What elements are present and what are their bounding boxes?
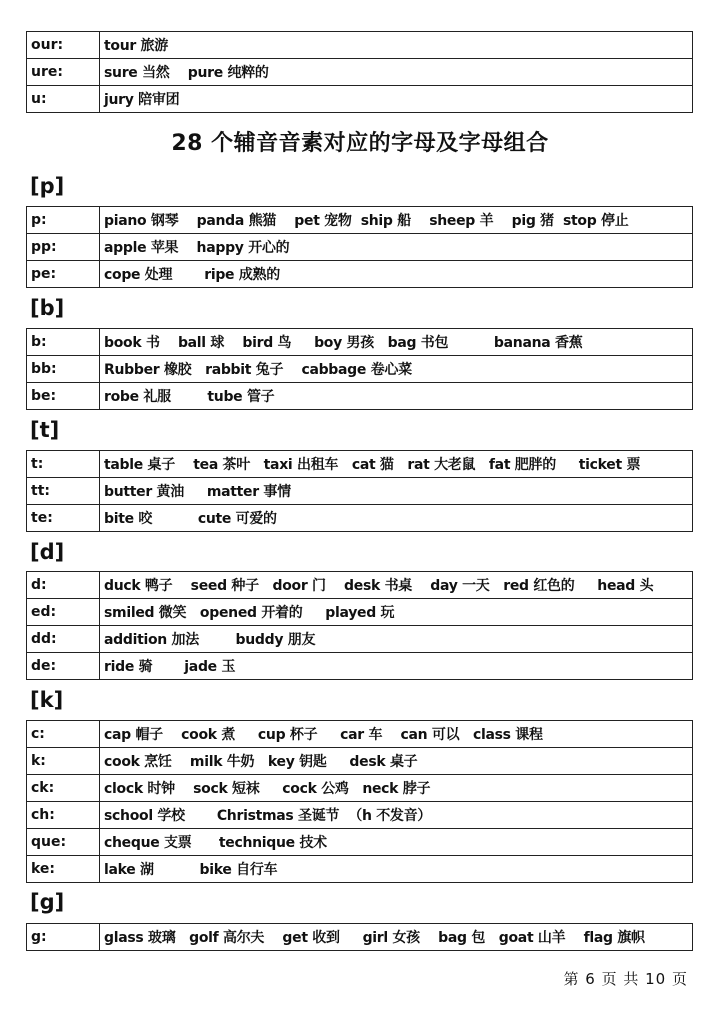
- table-g: [26, 923, 693, 951]
- example-cell: ride 骑 jade 玉: [100, 653, 693, 680]
- table-top: [26, 31, 693, 113]
- table-row: [27, 626, 693, 653]
- example-cell: butter 黄油 matter 事情: [100, 478, 693, 505]
- example-cell: lake 湖 bike 自行车: [100, 856, 693, 883]
- letter-cell: d:: [27, 572, 100, 599]
- letter-cell: p:: [27, 207, 100, 234]
- table-row: [27, 802, 693, 829]
- table-row: [27, 829, 693, 856]
- table-row: [27, 748, 693, 775]
- letter-cell: ch:: [27, 802, 100, 829]
- letter-cell: bb:: [27, 356, 100, 383]
- letter-cell: be:: [27, 383, 100, 410]
- letter-cell: ure:: [27, 59, 100, 86]
- table-t: [26, 450, 693, 532]
- letter-cell: ck:: [27, 775, 100, 802]
- table-row: [27, 924, 693, 951]
- example-cell: cheque 支票 technique 技术: [100, 829, 693, 856]
- letter-cell: b:: [27, 329, 100, 356]
- page-number: 第 6 页 共 10 页: [563, 970, 688, 988]
- example-cell: apple 苹果 happy 开心的: [100, 234, 693, 261]
- table-row: [27, 207, 693, 234]
- table-k: [26, 720, 693, 883]
- table-b: [26, 328, 693, 410]
- letter-cell: c:: [27, 721, 100, 748]
- table-row: [27, 59, 693, 86]
- letter-cell: our:: [27, 32, 100, 59]
- example-cell: book 书 ball 球 bird 鸟 boy 男孩 bag 书包 banana 香蕉: [100, 329, 693, 356]
- letter-cell: dd:: [27, 626, 100, 653]
- example-cell: Rubber 橡胶 rabbit 兔子 cabbage 卷心菜: [100, 356, 693, 383]
- example-cell: robe 礼服 tube 管子: [100, 383, 693, 410]
- section-label-d: [d]: [30, 540, 65, 564]
- section-label-p: [p]: [30, 174, 65, 198]
- page-heading: 28 个辅音音素对应的字母及字母组合: [171, 131, 549, 156]
- table-row: [27, 478, 693, 505]
- table-row: [27, 234, 693, 261]
- example-cell: cap 帽子 cook 煮 cup 杯子 car 车 can 可以 class 课程: [100, 721, 693, 748]
- section-label-b: [b]: [30, 296, 65, 320]
- example-cell: cook 烹饪 milk 牛奶 key 钥匙 desk 桌子: [100, 748, 693, 775]
- example-cell: clock 时钟 sock 短袜 cock 公鸡 neck 脖子: [100, 775, 693, 802]
- example-cell: cope 处理 ripe 成熟的: [100, 261, 693, 288]
- letter-cell: tt:: [27, 478, 100, 505]
- letter-cell: ed:: [27, 599, 100, 626]
- example-cell: addition 加法 buddy 朋友: [100, 626, 693, 653]
- example-cell: piano 钢琴 panda 熊猫 pet 宠物 ship 船 sheep 羊 pig 猪 stop 停止: [100, 207, 693, 234]
- example-cell: smiled 微笑 opened 开着的 played 玩: [100, 599, 693, 626]
- letter-cell: t:: [27, 451, 100, 478]
- table-row: [27, 32, 693, 59]
- table-row: [27, 572, 693, 599]
- table-p: [26, 206, 693, 288]
- table-row: [27, 383, 693, 410]
- letter-cell: g:: [27, 924, 100, 951]
- example-cell: table 桌子 tea 茶叶 taxi 出租车 cat 猫 rat 大老鼠 fat 肥胖的 ticket 票: [100, 451, 693, 478]
- table-row: [27, 356, 693, 383]
- table-row: [27, 721, 693, 748]
- table-d: [26, 571, 693, 680]
- example-cell: school 学校 Christmas 圣诞节 （h 不发音）: [100, 802, 693, 829]
- table-row: [27, 856, 693, 883]
- example-cell: jury 陪审团: [100, 86, 693, 113]
- example-cell: tour 旅游: [100, 32, 693, 59]
- letter-cell: k:: [27, 748, 100, 775]
- letter-cell: que:: [27, 829, 100, 856]
- letter-cell: ke:: [27, 856, 100, 883]
- table-row: [27, 653, 693, 680]
- letter-cell: pe:: [27, 261, 100, 288]
- table-row: [27, 261, 693, 288]
- table-row: [27, 451, 693, 478]
- letter-cell: te:: [27, 505, 100, 532]
- letter-cell: pp:: [27, 234, 100, 261]
- table-row: [27, 599, 693, 626]
- letter-cell: de:: [27, 653, 100, 680]
- table-row: [27, 86, 693, 113]
- section-label-k: [k]: [30, 688, 64, 712]
- section-label-t: [t]: [30, 418, 60, 442]
- example-cell: duck 鸭子 seed 种子 door 门 desk 书桌 day 一天 red 红色的 head 头: [100, 572, 693, 599]
- table-row: [27, 775, 693, 802]
- example-cell: sure 当然 pure 纯粹的: [100, 59, 693, 86]
- letter-cell: u:: [27, 86, 100, 113]
- table-row: [27, 329, 693, 356]
- table-row: [27, 505, 693, 532]
- section-label-g: [g]: [30, 890, 65, 914]
- example-cell: bite 咬 cute 可爱的: [100, 505, 693, 532]
- example-cell: glass 玻璃 golf 高尔夫 get 收到 girl 女孩 bag 包 goat 山羊 flag 旗帜: [100, 924, 693, 951]
